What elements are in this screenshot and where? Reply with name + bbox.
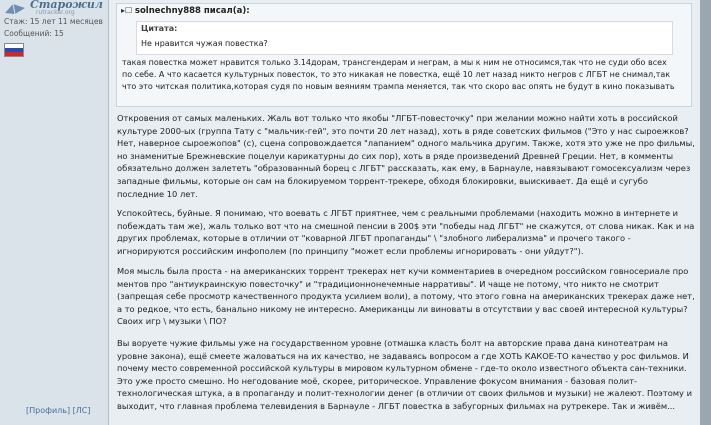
rank-subtitle: rutracker.org <box>36 9 75 16</box>
profile-links <box>26 406 91 415</box>
quote-header <box>121 6 250 16</box>
nested-quote-label: Цитата: <box>141 24 178 33</box>
post-paragraph-1: Откровения от самых маленьких. Жаль вот только что якобы "ЛГБТ-повесточку" при желании можно найти хоть в российской культуре 2000-ых (группа Тату с "мальчик-гей", это почти 20 лет назад), хоть в ряде советских фильмов ("Это у нас сыроежков? Нет, наверное сыроежопов" (с), сцена сопровождается "лапанием" одного мальчика другим. Также, хотя это уже не про фильмы, но знаменитые Брежневские поцелуи карикатурны до сих пор), хоть в ряде произведений Древней Греции. Нет, в комменты обязательно должен залететь "образованный борец с ЛГБТ" рассказать, как ему, в Барнауле, навязывают гомосексуализм через западные фильмы, которые он сам на блокируемом торрент-трекере, обходя блокировки, выискивает. Да ещё и сугубо последние 10 лет. <box>117 113 695 199</box>
post-paragraph-2: Успокойтесь, буйные. Я понимаю, что воевать с ЛГБТ приятнее, чем с реальными проблемами (находить можно в интернете и побеждать там же), жаль только вот что на смешной пенсии в 200$ эти "победы над ЛГБТ" не скажутся, от слова никак. Как и на других проблемах, которые в отличии от "коварной ЛГБТ пропаганды" \ "злобного либерализма" и прочего такого - игнорируются российским инфополем (по принципу "может если проблемы игнорировать - они уйдут?"). <box>117 208 695 256</box>
rank-title: Старожил <box>30 0 103 11</box>
post-paragraph-3: Моя мысль была проста - на американских торрент трекерах нет кучи комментариев в очередном российском говносериале про ментов про "антиукраинскую повесточку" и "традиционнонечемные нарративы". И чаще не потому, что никто не смотрит (запрещая себе просмотр качественного продукта усилием воли), а потому, что этого говна на американских трекерах даже нет, а то редкое, что есть, банально никому не интересно. Американцы ли виноваты в отсутствии у вас своей интересной культуры? Своих игр \ музыки \ ПО? <box>117 266 695 327</box>
nested-quote-text: Не нравится чужая повестка? <box>141 39 268 48</box>
rank-badge <box>4 0 103 16</box>
quote-author: solnechny888 писал(а): <box>134 6 250 16</box>
post-count: Сообщений: 15 <box>4 29 64 38</box>
russia-flag-icon <box>4 43 24 57</box>
member-tenure: Стаж: 15 лет 11 месяцев <box>4 17 103 26</box>
pm-link[interactable]: [ЛС] <box>72 406 91 415</box>
quote-text: такая повестка может нравится только 3.14дорам, трансгендерам и неграм, а мы к ним не относимся,так что не суди обо всех по себе. А что касается культурных повесток, то это никакая не повестка, ещё 10 лет назад никто негров с ЛГБТ не снимал,так что это читская политика,которая судя по новым веяниям трампа меняется, так что скоро вас опять не будут в кино показывать <box>122 58 675 92</box>
post-content <box>109 0 700 425</box>
post-paragraph-4: Вы воруете чужие фильмы уже на государственном уровне (отмашка класть болт на авторские права дана кинотеатрам на уровне закона), ещё смеете жаловаться на их качество, не задаваясь вопросом а где ХОТЬ КАКОЕ-ТО качество у рос фильмов. И почему место современной российской культуры в мировом культурном обмене - где-то около известного объекта сан-техники. Это уже просто смешно. Но негодование моё, скорее, риторическое. Управление фокусом внимания - базовая полит-технологическая штука, а в пропаганду и полит-технологии денег (в отличии от своих фильмов и музыки) не жалеют. Поэтому и выходит, что главная проблема телевидения в Барнауле - ЛГБТ повестка в забугорных фильмах на рутрекере. Так и живём... <box>117 338 692 411</box>
kite-icon <box>4 2 26 15</box>
post-link-icon[interactable]: ▸☐ <box>121 6 133 15</box>
nested-quote <box>136 21 673 55</box>
quote-block <box>116 3 692 107</box>
post-author-panel <box>0 0 109 425</box>
scrollbar-edge[interactable] <box>700 0 711 425</box>
profile-link[interactable]: [Профиль] <box>26 406 71 415</box>
